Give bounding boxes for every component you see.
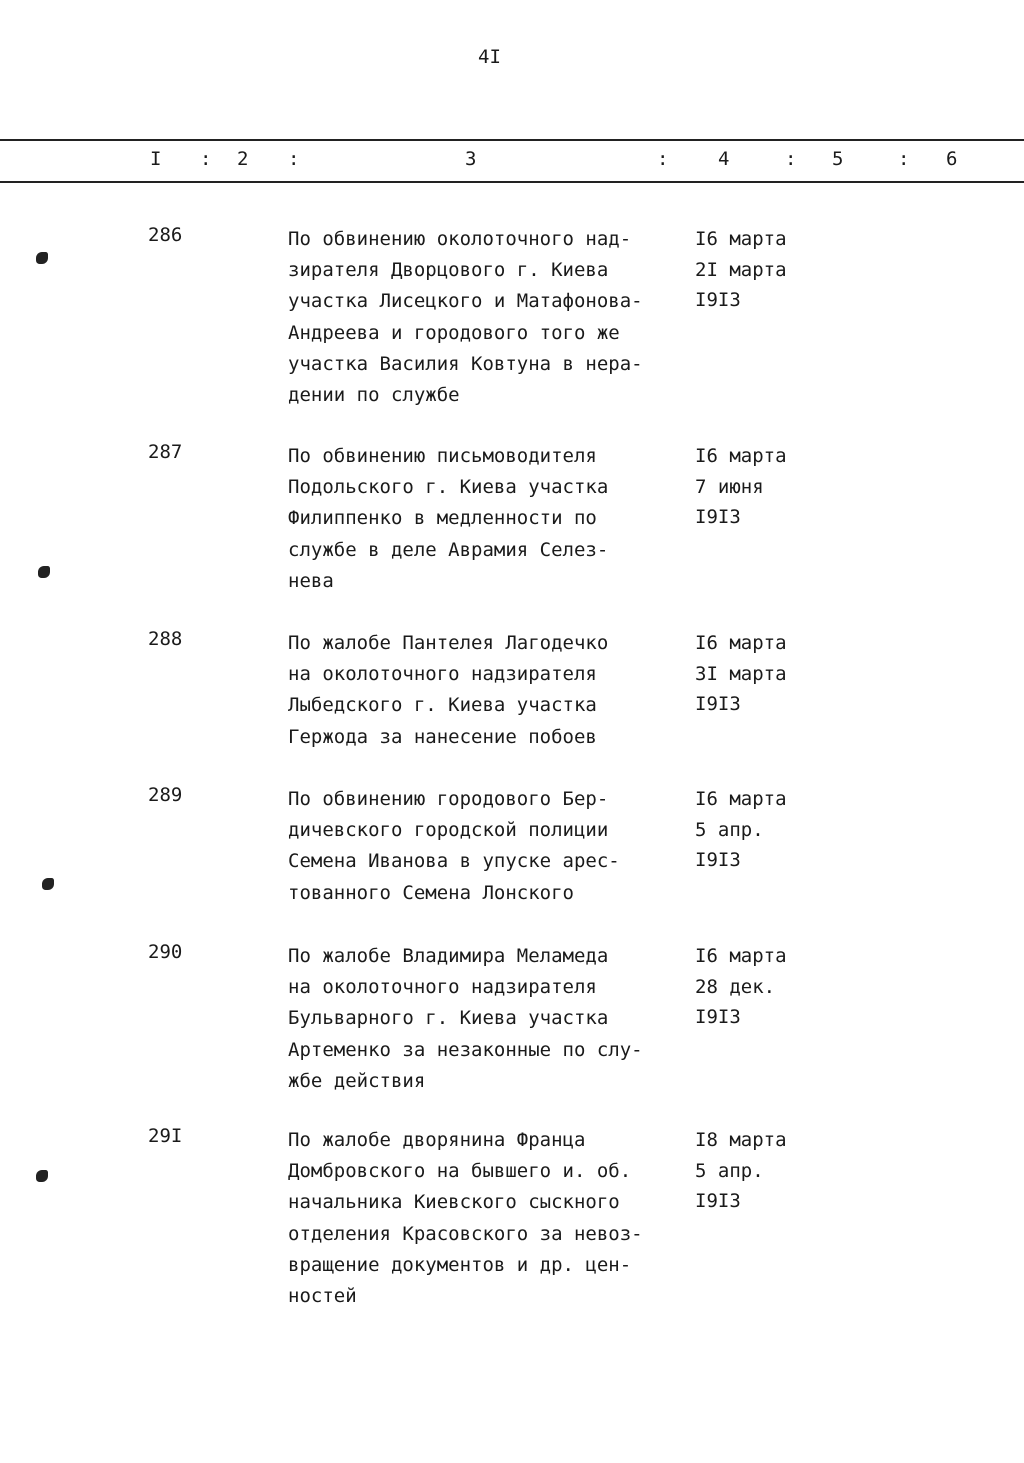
description-line: Домбровского на бывшего и. об. (288, 1160, 632, 1183)
date-line: 28 дек. (695, 975, 776, 998)
description-line: участка Лисецкого и Матафонова- (288, 290, 643, 313)
date-line: 5 апр. (695, 818, 764, 841)
column-separator: : (785, 148, 797, 170)
page-number: 4I (478, 46, 501, 68)
entry-description (288, 628, 608, 753)
description-line: По обвинению околоточного над- (288, 228, 632, 250)
description-line: тованного Семена Лонского (288, 881, 574, 904)
punch-mark (38, 566, 50, 578)
entry-description (288, 441, 608, 597)
description-line: дении по службе (288, 384, 460, 407)
column-header: 6 (946, 148, 958, 170)
column-separator: : (288, 148, 300, 170)
entry-dates (695, 1125, 787, 1217)
date-line: I6 марта (695, 788, 787, 810)
column-header: 2 (237, 148, 249, 170)
description-line: вращение документов и др. цен- (288, 1253, 632, 1276)
description-line: на околоточного надзирателя (288, 663, 597, 686)
description-line: Артеменко за незаконные по слу- (288, 1038, 643, 1061)
entry-dates (695, 628, 787, 720)
entry-number: 287 (148, 441, 183, 463)
description-line: зирателя Дворцового г. Киева (288, 259, 609, 282)
punch-mark (42, 878, 54, 890)
entry-description (288, 784, 620, 909)
description-line: начальника Киевского сыскного (288, 1191, 620, 1214)
date-line: I6 марта (695, 228, 787, 250)
entry-description (288, 941, 643, 1097)
date-line: I9I3 (695, 289, 741, 311)
entry-number: 290 (148, 941, 183, 963)
description-line: на околоточного надзирателя (288, 976, 597, 999)
column-header: I (150, 148, 162, 170)
entry-number: 289 (148, 784, 183, 806)
column-header: 3 (465, 148, 477, 170)
date-line: I6 марта (695, 445, 787, 467)
entry-dates (695, 441, 787, 533)
description-line: участка Василия Ковтуна в нера- (288, 352, 643, 375)
entry-number: 29I (148, 1125, 183, 1147)
date-line: I9I3 (695, 849, 741, 871)
description-line: Гержода за нанесение побоев (288, 725, 597, 748)
date-line: 5 апр. (695, 1159, 764, 1182)
date-line: I8 марта (695, 1129, 787, 1151)
table-header-rule (0, 181, 1024, 183)
entry-dates (695, 941, 787, 1033)
description-line: Бульварного г. Киева участка (288, 1007, 609, 1030)
date-line: I9I3 (695, 1190, 741, 1212)
entry-description (288, 1125, 643, 1312)
description-line: Лыбедского г. Киева участка (288, 694, 597, 717)
description-line: По жалобе Пантелея Лагодечко (288, 632, 609, 654)
entry-dates (695, 784, 787, 876)
table-top-rule (0, 139, 1024, 141)
entry-number: 288 (148, 628, 183, 650)
punch-mark (36, 252, 48, 264)
column-separator: : (200, 148, 212, 170)
description-line: дичевского городской полиции (288, 819, 609, 842)
date-line: I9I3 (695, 1006, 741, 1028)
date-line: 3I марта (695, 662, 787, 685)
description-line: жбе действия (288, 1069, 426, 1092)
date-line: I6 марта (695, 945, 787, 967)
description-line: Подольского г. Киева участка (288, 476, 609, 499)
column-separator: : (657, 148, 669, 170)
description-line: службе в деле Аврамия Селез- (288, 538, 609, 561)
description-line: По жалобе дворянина Франца (288, 1129, 586, 1151)
description-line: нева (288, 569, 334, 592)
date-line: 2I марта (695, 258, 787, 281)
description-line: Семена Иванова в упуске арес- (288, 850, 620, 873)
description-line: ностей (288, 1285, 357, 1308)
description-line: По обвинению городового Бер- (288, 788, 609, 810)
description-line: отделения Красовского за невоз- (288, 1222, 643, 1245)
column-header: 5 (832, 148, 844, 170)
description-line: Андреева и городового того же (288, 321, 620, 344)
description-line: По обвинению письмоводителя (288, 445, 597, 467)
entry-number: 286 (148, 224, 183, 246)
column-separator: : (898, 148, 910, 170)
punch-mark (36, 1170, 48, 1182)
column-header: 4 (718, 148, 730, 170)
date-line: I9I3 (695, 506, 741, 528)
date-line: I6 марта (695, 632, 787, 654)
entry-description (288, 224, 643, 411)
entry-dates (695, 224, 787, 316)
date-line: I9I3 (695, 693, 741, 715)
description-line: По жалобе Владимира Меламеда (288, 945, 609, 967)
date-line: 7 июня (695, 475, 764, 498)
description-line: Филиппенко в медленности по (288, 507, 597, 530)
